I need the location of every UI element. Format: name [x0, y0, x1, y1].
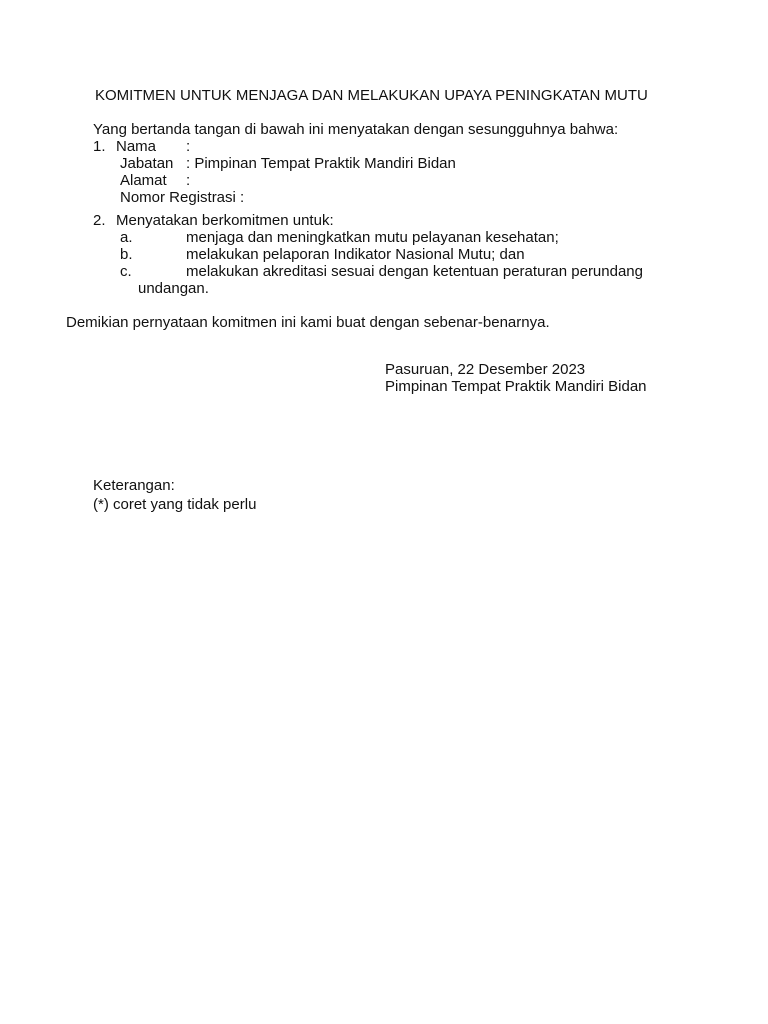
alamat-colon: :	[186, 172, 191, 189]
subitem-c-continuation: undangan.	[138, 280, 209, 297]
subitem-b-text: melakukan pelaporan Indikator Nasional Mutu; dan	[186, 246, 525, 263]
subitem-a-text: menjaga dan meningkatkan mutu pelayanan kesehatan;	[186, 229, 559, 246]
subitem-c-letter: c.	[120, 263, 132, 280]
note-text: (*) coret yang tidak perlu	[93, 496, 257, 513]
subitem-b-letter: b.	[120, 246, 133, 263]
subitem-a-letter: a.	[120, 229, 133, 246]
signature-role: Pimpinan Tempat Praktik Mandiri Bidan	[385, 378, 647, 395]
nama-colon: :	[186, 138, 191, 155]
closing-statement: Demikian pernyataan komitmen ini kami buat dengan sebenar-benarnya.	[66, 314, 550, 331]
nomor-registrasi-label: Nomor Registrasi :	[120, 189, 245, 206]
intro-statement: Yang bertanda tangan di bawah ini menyatakan dengan sesungguhnya bahwa:	[93, 121, 619, 138]
subitem-c-text: melakukan akreditasi sesuai dengan ketentuan peraturan perundang	[186, 263, 643, 280]
document-title: KOMITMEN UNTUK MENJAGA DAN MELAKUKAN UPAYA PENINGKATAN MUTU	[95, 87, 648, 104]
item-2-number: 2.	[93, 212, 106, 229]
note-label: Keterangan:	[93, 477, 175, 494]
item-2-text: Menyatakan berkomitmen untuk:	[116, 212, 334, 229]
nama-label: Nama	[116, 138, 157, 155]
jabatan-label: Jabatan	[120, 155, 174, 172]
item-1-number: 1.	[93, 138, 106, 155]
alamat-label: Alamat	[120, 172, 167, 189]
signature-place-date: Pasuruan, 22 Desember 2023	[385, 361, 586, 378]
jabatan-value: : Pimpinan Tempat Praktik Mandiri Bidan	[186, 155, 456, 172]
